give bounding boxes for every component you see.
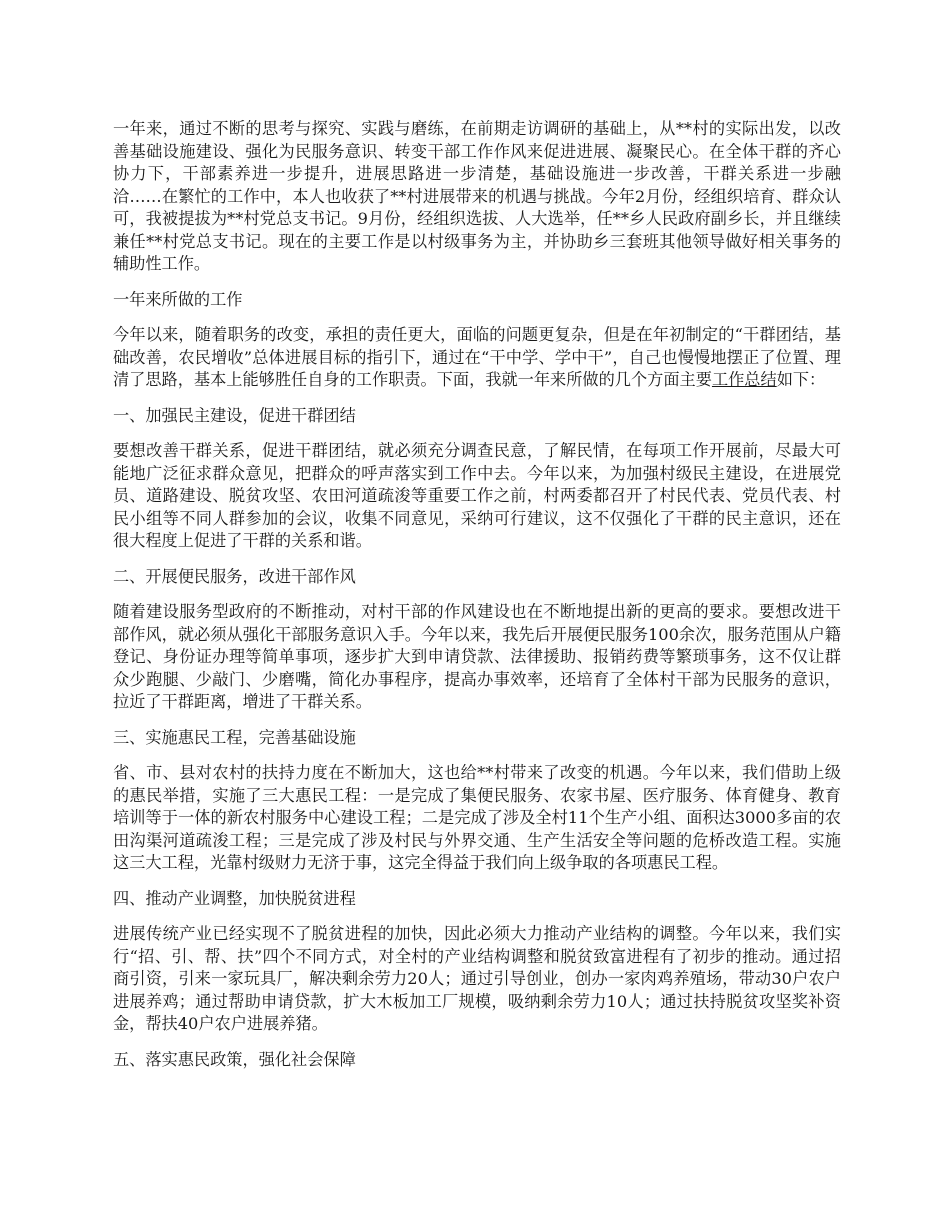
- work-paragraph-end: 如下：: [776, 370, 826, 389]
- work-paragraph-text: 今年以来，随着职务的改变，承担的责任更大，面临的问题更复杂，但是在年初制定的“干群团结，基础改善，农民增收”总体进展目标的指引下，通过在“干中学、学中干”，自己也慢慢地摆正了位置、理清了思路，基本上能够胜任自身的工作职责。下面，我就一年来所做的几个方面主要: [113, 325, 841, 389]
- document-body: [113, 118, 841, 1084]
- section-3-body: 省、市、县对农村的扶持力度在不断加大，这也给**村带来了改变的机遇。今年以来，我们借助上级的惠民举措，实施了三大惠民工程：一是完成了集便民服务、农家书屋、医疗服务、体育健身、教育培训等于一体的新农村服务中心建设工程；二是完成了涉及全村11个生产小组、面积达3000多亩的农田沟渠河道疏浚工程；三是完成了涉及村民与外界交通、生产生活安全等问题的危桥改造工程。实施这三大工程，光靠村级财力无济于事，这完全得益于我们向上级争取的各项惠民工程。: [113, 763, 841, 872]
- section-1-title: 一、加强民主建设，促进干群团结: [113, 405, 356, 425]
- section-4-title: 四、推动产业调整，加快脱贫进程: [113, 888, 356, 908]
- section-2-body: 随着建设服务型政府的不断推动，对村干部的作风建设也在不断地提出新的更高的要求。要想改进干部作风，就必须从强化干部服务意识入手。今年以来，我先后开展便民服务100余次，服务范围从户籍登记、身份证办理等简单事项，逐步扩大到申请贷款、法律援助、报销药费等繁琐事务，这不仅让群众少跑腿、少敲门、少磨嘴，简化办事程序，提高办事效率，还培育了全体村干部为民服务的意识，拉近了干群距离，增进了干群关系。: [113, 602, 841, 711]
- section-2-title: 二、开展便民服务，改进干部作风: [113, 566, 356, 586]
- intro-paragraph: 一年来，通过不断的思考与探究、实践与磨练，在前期走访调研的基础上，从**村的实际出发，以改善基础设施建设、强化为民服务意识、转变干部工作作风来促进进展、凝聚民心。在全体干群的齐心协力下，干部素养进一步提升，进展思路进一步清楚，基础设施进一步改善，干群关系进一步融洽……在繁忙的工作中，本人也收获了**村进展带来的机遇与挑战。今年2月份，经组织培育、群众认可，我被提拔为**村党总支书记。9月份，经组织选拔、人大选举，任**乡人民政府副乡长，并且继续兼任**村党总支书记。现在的主要工作是以村级事务为主，并协助乡三套班其他领导做好相关事务的辅助性工作。: [113, 119, 841, 273]
- work-paragraph: [113, 324, 841, 392]
- section-5-title: 五、落实惠民政策，强化社会保障: [113, 1049, 356, 1069]
- work-heading: 一年来所做的工作: [113, 289, 243, 309]
- section-1-body: 要想改善干群关系，促进干群团结，就必须充分调查民意，了解民情，在每项工作开展前，尽最大可能地广泛征求群众意见，把群众的呼声落实到工作中去。今年以来，为加强村级民主建设，在进展党员、道路建设、脱贫攻坚、农田河道疏浚等重要工作之前，村两委都召开了村民代表、党员代表、村民小组等不同人群参加的会议，收集不同意见，采纳可行建议，这不仅强化了干群的民主意识，还在很大程度上促进了干群的关系和谐。: [113, 441, 841, 550]
- section-3-title: 三、实施惠民工程，完善基础设施: [113, 727, 356, 747]
- work-summary-link[interactable]: 工作总结: [711, 370, 777, 389]
- section-4-body: 进展传统产业已经实现不了脱贫进程的加快，因此必须大力推动产业结构的调整。今年以来，我们实行“招、引、帮、扶”四个不同方式，对全村的产业结构调整和脱贫致富进程有了初步的推动。通过招商引资，引来一家玩具厂，解决剩余劳力20人；通过引导创业，创办一家肉鸡养殖场，带动30户农户进展养鸡；通过帮助申请贷款，扩大木板加工厂规模，吸纳剩余劳力10人；通过扶持脱贫攻坚奖补资金，帮扶40户农户进展养猪。: [113, 924, 841, 1033]
